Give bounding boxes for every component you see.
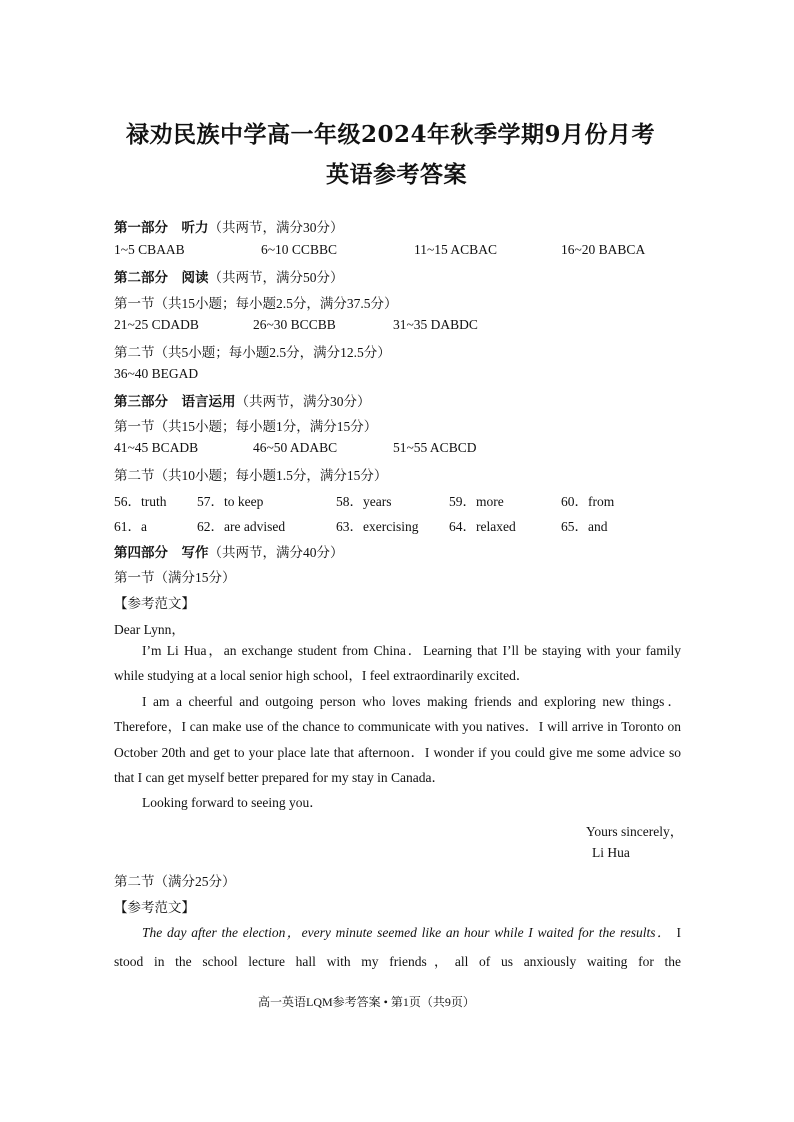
fill-answer: 65．and	[561, 519, 608, 534]
part1-header	[114, 216, 344, 236]
part2-note: （共两节，满分50分）	[208, 270, 344, 285]
section-heading: 第一节（满分15分）	[114, 570, 236, 585]
fill-answer: 61．a	[114, 519, 147, 534]
fill-answer: 62．are advised	[197, 519, 286, 534]
answer-group: 6~10 CCBBC	[261, 242, 337, 257]
story-paragraph	[114, 918, 681, 976]
section-heading: 第二节（共5小题；每小题2.5分，满分12.5分）	[114, 345, 391, 360]
part2-heading: 第二部分	[114, 270, 168, 285]
part4-name: 写作	[181, 545, 209, 560]
part3-name: 语言运用	[181, 394, 236, 409]
story-continuation: I stood in the school lecture hall with my friends，all of us anxiously waiting for the	[114, 925, 681, 969]
answer-group: 51~55 ACBCD	[393, 440, 477, 455]
answer-group: 46~50 ADABC	[253, 440, 338, 455]
fill-answer: 56．truth	[114, 494, 167, 509]
page-title: 禄劝民族中学高一年级2024年秋季学期9月份月考	[126, 121, 656, 148]
story-opening-sentence: The day after the election，every minute seemed like an hour while I waited for the results．	[142, 925, 672, 940]
part4-note: （共两节，满分40分）	[208, 545, 344, 560]
fill-answer: 57．to keep	[197, 494, 264, 509]
page-subtitle: 英语参考答案	[326, 161, 467, 188]
fill-answer: 59．more	[449, 494, 504, 509]
fill-answer: 58．years	[336, 494, 392, 509]
fill-answer: 64．relaxed	[449, 519, 516, 534]
letter-salutation: Dear Lynn，	[114, 622, 185, 637]
answer-group: 31~35 DABDC	[393, 317, 478, 332]
answer-group: 1~5 CBAAB	[114, 242, 185, 257]
section-heading: 第一节（共15小题；每小题2.5分，满分37.5分）	[114, 296, 398, 311]
letter-closing: Yours sincerely，	[586, 824, 684, 839]
part1-name: 听力	[181, 220, 209, 235]
part4-header	[114, 541, 344, 561]
fill-answer: 63．exercising	[336, 519, 419, 534]
part3-heading: 第三部分	[114, 394, 168, 409]
answer-group: 41~45 BCADB	[114, 440, 199, 455]
letter-paragraph: I am a cheerful and outgoing person who loves making friends and exploring new things．Therefore，I can make use of the chance to communicate with you natives．I will arrive in Toronto on October 20th and get to your place late that afternoon．I wonder if you could give me some advice so that I can get myself better prepared for my stay in Canada．	[114, 694, 681, 785]
answer-group: 16~20 BABCA	[561, 242, 646, 257]
part1-note: （共两节，满分30分）	[208, 220, 344, 235]
sample-label: 【参考范文】	[114, 596, 195, 611]
part3-header	[114, 390, 371, 410]
fill-answer: 60．from	[561, 494, 615, 509]
section-heading: 第二节（共10小题；每小题1.5分，满分15分）	[114, 468, 388, 483]
part3-note: （共两节，满分30分）	[235, 394, 371, 409]
part4-heading: 第四部分	[114, 545, 168, 560]
part2-name: 阅读	[181, 270, 209, 285]
answer-group: 36~40 BEGAD	[114, 366, 199, 381]
part1-heading: 第一部分	[114, 220, 168, 235]
page-footer: 高一英语LQM参考答案 • 第1页（共9页）	[258, 995, 475, 1009]
section-heading: 第一节（共15小题；每小题1分，满分15分）	[114, 419, 378, 434]
answer-group: 21~25 CDADB	[114, 317, 199, 332]
section-heading: 第二节（满分25分）	[114, 874, 236, 889]
letter-signature: Li Hua	[592, 845, 630, 860]
sample-label: 【参考范文】	[114, 900, 195, 915]
letter-paragraph: I’m Li Hua，an exchange student from China．Learning that I’ll be staying with your family while studying at a local senior high school，I feel extraordinarily excited．	[114, 643, 681, 684]
answer-group: 26~30 BCCBB	[253, 317, 336, 332]
answer-group: 11~15 ACBAC	[414, 242, 497, 257]
letter-paragraph: Looking forward to seeing you．	[142, 795, 323, 810]
part2-header	[114, 266, 344, 286]
